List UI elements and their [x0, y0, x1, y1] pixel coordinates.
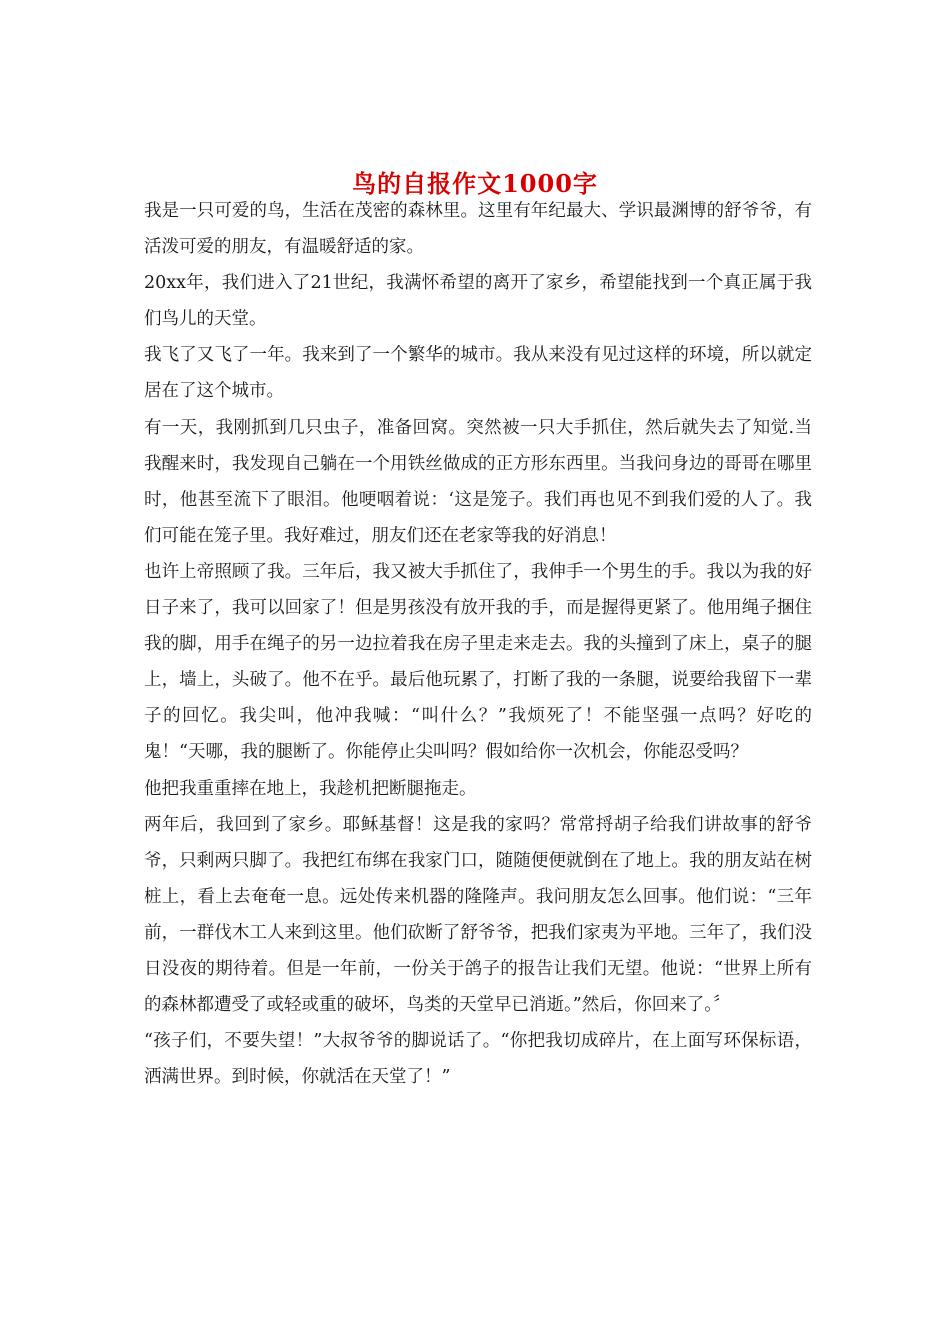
document-body: [144, 193, 812, 1095]
paragraph: 他把我重重摔在地上，我趁机把断腿拖走。: [144, 778, 477, 799]
paragraph: 有一天，我刚抓到几只虫子，准备回窝。突然被一只大手抓住，然后就失去了知觉.当我醒来时，我发现自己躺在一个用铁丝做成的正方形东西里。当我问身边的哥哥在哪里时，他甚至流下了眼泪。他哽咽着说：‘这是笼子。我们再也见不到我们爱的人了。我们可能在笼子里。我好难过，朋友们还在老家等我的好消息！: [144, 417, 812, 546]
paragraph: 两年后，我回到了家乡。耶稣基督！这是我的家吗？常常捋胡子给我们讲故事的舒爷爷，只剩两只脚了。我把红布绑在我家门口，随随便便就倒在了地上。我的朋友站在树桩上，看上去奄奄一息。远处传来机器的隆隆声。我问朋友怎么回事。他们说：“三年前，一群伐木工人来到这里。他们砍断了舒爷爷，把我们家夷为平地。三年了，我们没日没夜的期待着。但是一年前，一份关于鸽子的报告让我们无望。他说：“世界上所有的森林都遭受了或轻或重的破坏，鸟类的天堂早已消逝。”然后，你回来了。〞: [144, 814, 812, 1016]
paragraph: 我是一只可爱的鸟，生活在茂密的森林里。这里有年纪最大、学识最渊博的舒爷爷，有活泼可爱的朋友，有温暖舒适的家。: [144, 201, 812, 258]
paragraph: 也许上帝照顾了我。三年后，我又被大手抓住了，我伸手一个男生的手。我以为我的好日子来了，我可以回家了！但是男孩没有放开我的手，而是握得更紧了。他用绳子捆住我的脚，用手在绳子的另一边拉着我在房子里走来走去。我的头撞到了床上，桌子的腿上，墙上，头破了。他不在乎。最后他玩累了，打断了我的一条腿，说要给我留下一辈子的回忆。我尖叫，他冲我喊：“叫什么？”我烦死了！不能坚强一点吗？好吃的鬼！“天哪，我的腿断了。你能停止尖叫吗？假如给你一次机会，你能忍受吗？: [144, 561, 812, 763]
paragraph: 20xx年，我们进入了21世纪，我满怀希望的离开了家乡，希望能找到一个真正属于我们鸟儿的天堂。: [144, 273, 812, 330]
document-title: 鸟的自报作文1000字: [352, 169, 598, 199]
paragraph: “孩子们，不要失望！”大叔爷爷的脚说话了。“你把我切成碎片，在上面写环保标语，洒满世界。到时候，你就活在天堂了！”: [144, 1031, 812, 1088]
paragraph: 我飞了又飞了一年。我来到了一个繁华的城市。我从来没有见过这样的环境，所以就定居在了这个城市。: [144, 345, 812, 402]
